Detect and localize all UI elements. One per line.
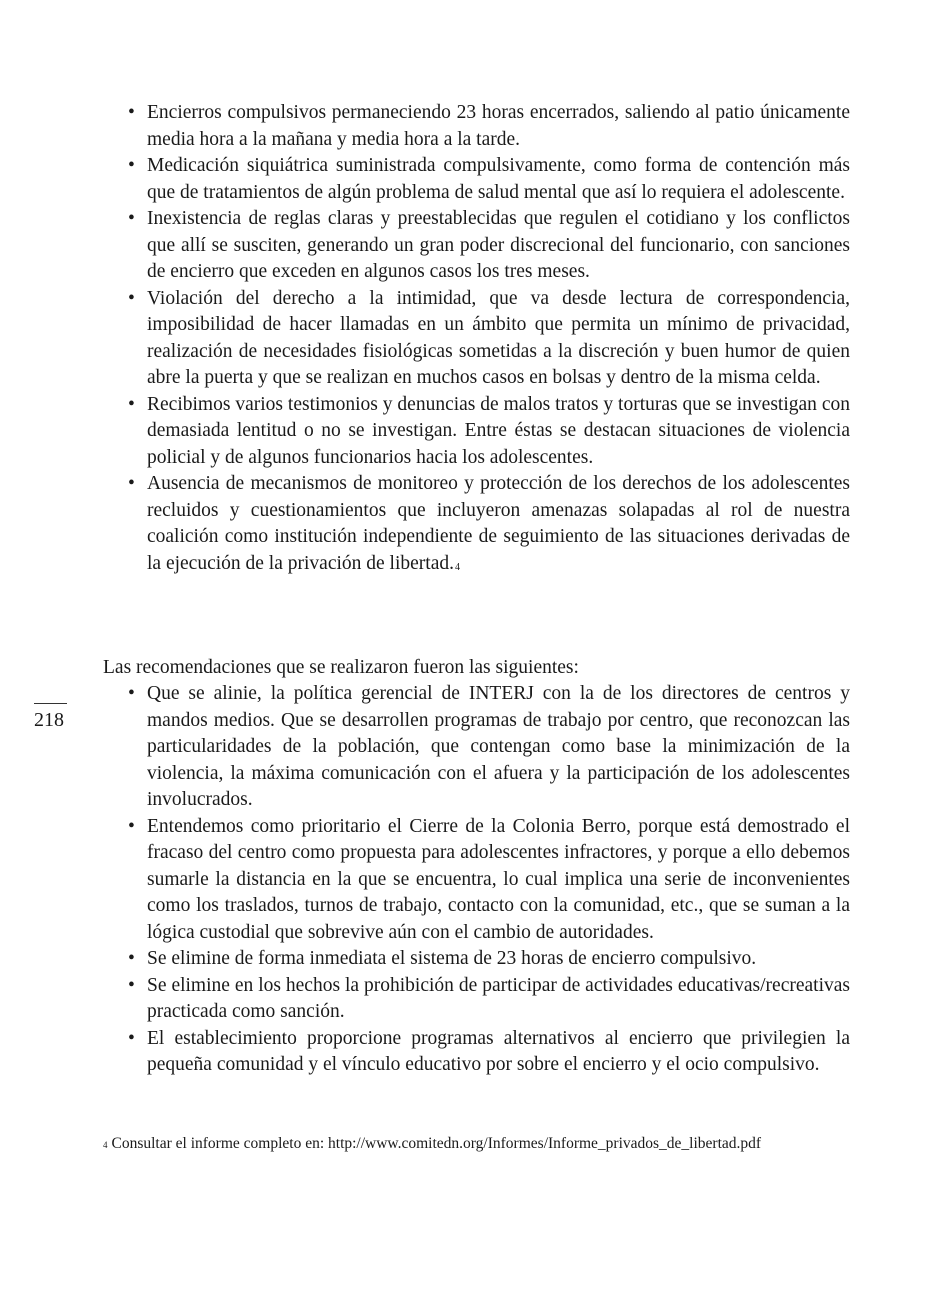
recommendations-intro: Las recomendaciones que se realizaron fueron las siguientes: <box>103 657 579 678</box>
footnote-marker: 4 <box>103 1140 108 1150</box>
footnote <box>103 1134 761 1154</box>
list-item: • El establecimiento proporcione programas alternativos al encierro que privilegien la pequeña comunidad y el vínculo educativo por sobre el encierro y el ocio compulsivo. <box>128 1026 850 1079</box>
list-item <box>128 471 850 577</box>
list-item: • Se elimine en los hechos la prohibición de participar de actividades educativas/recreativas practicada como sanción. <box>128 973 850 1026</box>
list-item: • Entendemos como prioritario el Cierre de la Colonia Berro, porque está demostrado el fracaso del centro como propuesta para adolescentes infractores, y porque a ello debemos sumarle la distancia en la que se encuentra, lo cual implica una serie de inconvenientes como los traslados, turnos de trabajo, contacto con la comunidad, etc., que se suman a la lógica custodial que sobrevive aún con el cambio de autoridades. <box>128 814 850 947</box>
list-item: • Inexistencia de reglas claras y preestablecidas que regulen el cotidiano y los conflictos que allí se susciten, generando un gran poder discrecional del funcionario, con sanciones de encierro que exceden en algunos casos los tres meses. <box>128 206 850 286</box>
recommendations-list <box>128 681 850 1079</box>
list-item: • Recibimos varios testimonios y denuncias de malos tratos y torturas que se investigan con demasiada lentitud o no se investigan. Entre éstas se destacan situaciones de violencia policial y de algunos funcionarios hacia los adolescentes. <box>128 392 850 472</box>
list-item: • Violación del derecho a la intimidad, que va desde lectura de correspondencia, imposibilidad de hacer llamadas en un ámbito que permita un mínimo de privacidad, realización de necesidades fisiológicas sometidas a la discreción y buen humor de quien abre la puerta y que se realizan en muchos casos en bolsas y dentro de la misma celda. <box>128 286 850 392</box>
page-number-rule <box>34 703 67 704</box>
list-item-text: Ausencia de mecanismos de monitoreo y protección de los derechos de los adolescentes recluidos y cuestionamientos que incluyeron amenazas solapadas al rol de nuestra coalición como institución independiente de seguimiento de las situaciones derivadas de la ejecución de la privación de libertad. <box>147 473 850 574</box>
findings-list <box>128 100 850 577</box>
footnote-reference: 4 <box>454 561 460 573</box>
page-number: 218 <box>34 709 64 731</box>
list-item: • Encierros compulsivos permaneciendo 23 horas encerrados, saliendo al patio únicamente media hora a la mañana y media hora a la tarde. <box>128 100 850 153</box>
list-item: • Que se alinie, la política gerencial de INTERJ con la de los directores de centros y mandos medios. Que se desarrollen programas de trabajo por centro, que reconozcan las particularidades de la población, que contengan como base la minimización de la violencia, la máxima comunicación con el afuera y la participación de los adolescentes involucrados. <box>128 681 850 814</box>
list-item: • Medicación siquiátrica suministrada compulsivamente, como forma de contención más que de tratamientos de algún problema de salud mental que así lo requiera el adolescente. <box>128 153 850 206</box>
list-item: • Se elimine de forma inmediata el sistema de 23 horas de encierro compulsivo. <box>128 946 850 973</box>
footnote-text: Consultar el informe completo en: http://www.comitedn.org/Informes/Informe_privados_de_libertad.pdf <box>111 1135 762 1152</box>
